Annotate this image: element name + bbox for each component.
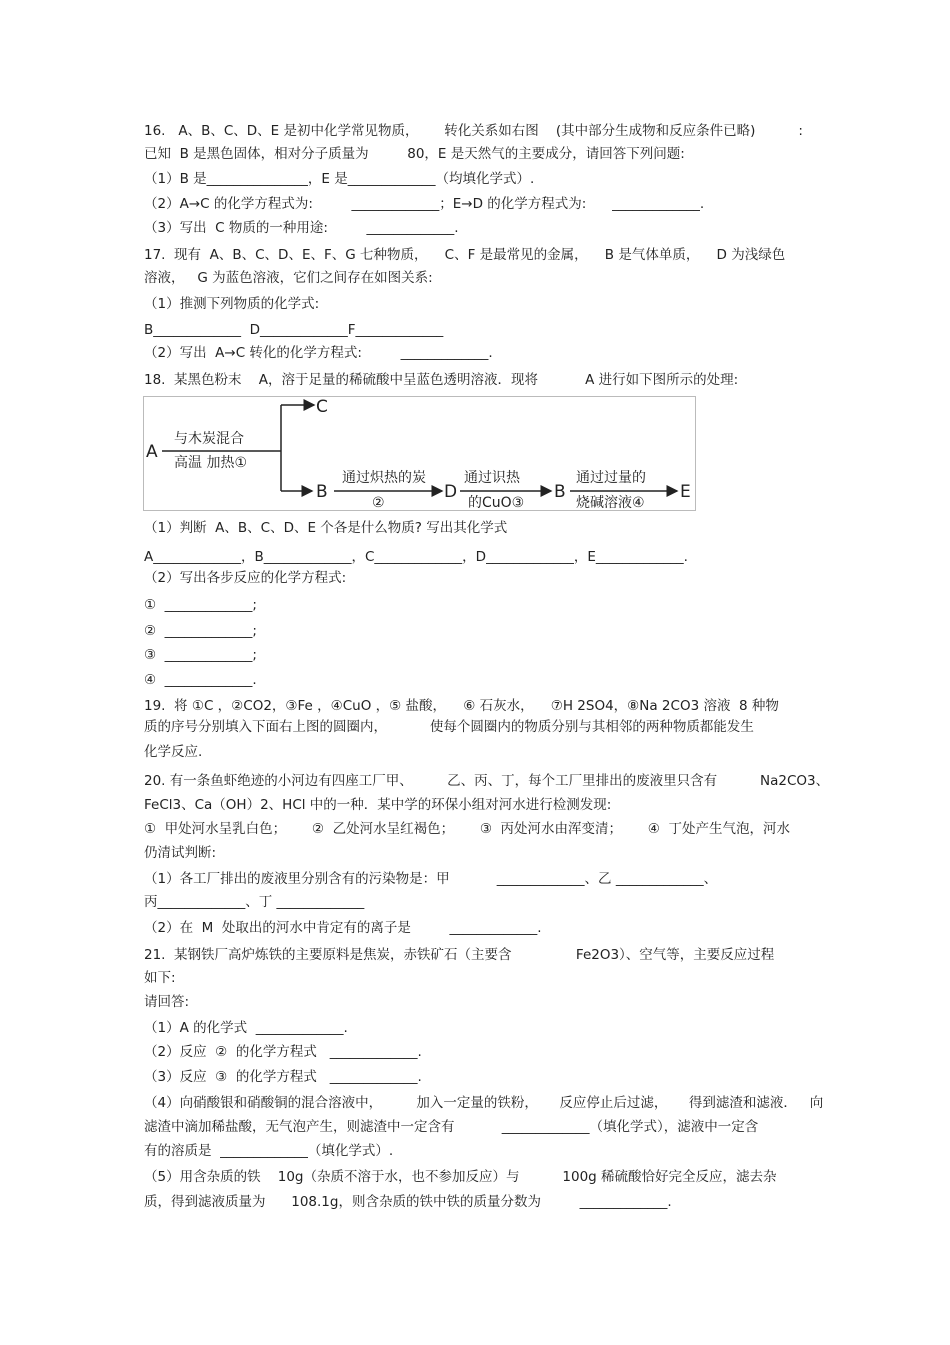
node-d: D [444,482,458,502]
q19-line-2: 质的序号分别填入下面右上图的圆圈内， 使每个圆圈内的物质分别与其相邻的两种物质都能发生 [144,719,754,735]
step1-label-line2: 高温 加热① [174,455,248,471]
step3-label-line1: 通过识热 [464,470,520,486]
q17-part-2: （2）写出 A→C 转化的化学方程式: _____________. [144,345,493,361]
q18-eq-1: ① _____________; [144,597,257,613]
q20-line-2: FeCl3、Ca（OH）2、HCl 中的一种．某中学的环保小组对河水进行检测发现: [144,797,612,813]
q17-blanks: B_____________ D_____________F_____________ [144,322,444,338]
q20-part-1: （1）各工厂排出的废液里分别含有的污染物是：甲 _____________、乙 _____________、 [144,871,718,887]
q16-part-1: （1）B 是_______________，E 是_____________（均填化学式）. [144,171,535,187]
step3-label-line2: 的CuO③ [468,495,525,510]
node-a: A [146,442,158,462]
q18-eq-4: ④ _____________. [144,672,257,688]
q21-part-2: （2）反应 ② 的化学方程式 _____________. [144,1044,422,1060]
q21-part-4-line-1: （4）向硝酸银和硝酸铜的混合溶液中， 加入一定量的铁粉， 反应停止后过滤， 得到滤渣和滤液． 向 [144,1095,824,1111]
q18-line-1: 18. 某黑色粉末 A，溶于足量的稀硫酸中呈蓝色透明溶液．现将 A 进行如下图所示的处理: [144,372,739,388]
q21-part-1: （1）A 的化学式 _____________. [144,1020,348,1036]
q21-part-4-line-3: 有的溶质是 _____________（填化学式）. [144,1143,394,1159]
step4-label-line2: 烧碱溶液④ [576,495,645,510]
q18-blanks: A_____________，B_____________，C_____________，D_____________，E_____________. [144,549,688,565]
step2-label-line2: ② [372,495,385,510]
step2-label-line1: 通过炽热的炭 [342,470,426,486]
step4-label-line1: 通过过量的 [576,470,646,486]
q18-part-1: （1）判断 A、B、C、D、E 个各是什么物质? 写出其化学式 [144,520,508,536]
q20-line-1: 20. 有一条鱼虾绝迹的小河边有四座工厂甲、 乙、丙、丁，每个工厂里排出的废液里只含有 Na2CO3、 [144,773,830,789]
q16-line-1: 16. A、B、C、D、E 是初中化学常见物质， 转化关系如右图 (其中部分生成物和反应条件已略) : [144,123,803,139]
q20-part-1-cont: 丙_____________、丁 _____________ [144,894,365,910]
q16-part-2: （2）A→C 的化学方程式为: _____________；E→D 的化学方程式为: _____________. [144,196,705,212]
node-e: E [680,482,691,502]
q19-line-1: 19. 将 ①C ，②CO2，③Fe ，④CuO ，⑤ 盐酸， ⑥ 石灰水， ⑦H 2SO4，⑧Na 2CO3 溶液 8 种物 [144,698,779,714]
flow-diagram-svg [144,397,695,510]
q21-line-2: 如下: [144,970,176,986]
step1-label-line1: 与木炭混合 [174,431,244,447]
q21-part-5-line-2: 质，得到滤液质量为 108.1g，则含杂质的铁中铁的质量分数为 _____________. [144,1194,672,1210]
q21-line-1: 21. 某钢铁厂高炉炼铁的主要原料是焦炭，赤铁矿石（主要含 Fe2O3）、空气等，主要反应过程 [144,947,775,963]
q21-part-4-line-2: 滤渣中滴加稀盐酸，无气泡产生，则滤渣中一定含有 _____________（填化学式），滤液中一定含 [144,1119,759,1135]
q21-part-5-line-1: （5）用含杂质的铁 10g（杂质不溶于水，也不参加反应）与 100g 稀硫酸恰好完全反应，滤去杂 [144,1169,777,1185]
q17-line-1: 17. 现有 A、B、C、D、E、F、G 七种物质， C、F 是最常见的金属， B 是气体单质， D 为浅绿色 [144,247,786,263]
node-b-second: B [554,482,566,502]
q16-line-2: 已知 B 是黑色固体，相对分子质量为 80，E 是天然气的主要成分，请回答下列问题: [144,146,685,162]
node-c: C [316,397,328,417]
q21-line-3: 请回答: [144,994,190,1010]
q21-part-3: （3）反应 ③ 的化学方程式 _____________. [144,1069,422,1085]
q18-eq-3: ③ _____________; [144,647,257,663]
q20-part-2: （2）在 M 处取出的河水中肯定有的离子是 _____________. [144,920,542,936]
q17-part-1: （1）推测下列物质的化学式: [144,296,320,312]
q20-line-3: ① 甲处河水呈乳白色； ② 乙处河水呈红褐色； ③ 丙处河水由浑变清； ④ 丁处产生气泡，河水 [144,821,790,837]
q18-part-2: （2）写出各步反应的化学方程式: [144,570,347,586]
q18-eq-2: ② _____________; [144,623,257,639]
q20-line-4: 仍清试判断: [144,845,217,861]
q16-part-3: （3）写出 C 物质的一种用途: _____________. [144,220,459,236]
node-b: B [316,482,328,502]
q19-line-3: 化学反应. [144,744,203,760]
q17-line-2: 溶液， G 为蓝色溶液，它们之间存在如图关系: [144,270,433,286]
q18-flow-diagram [143,396,696,511]
